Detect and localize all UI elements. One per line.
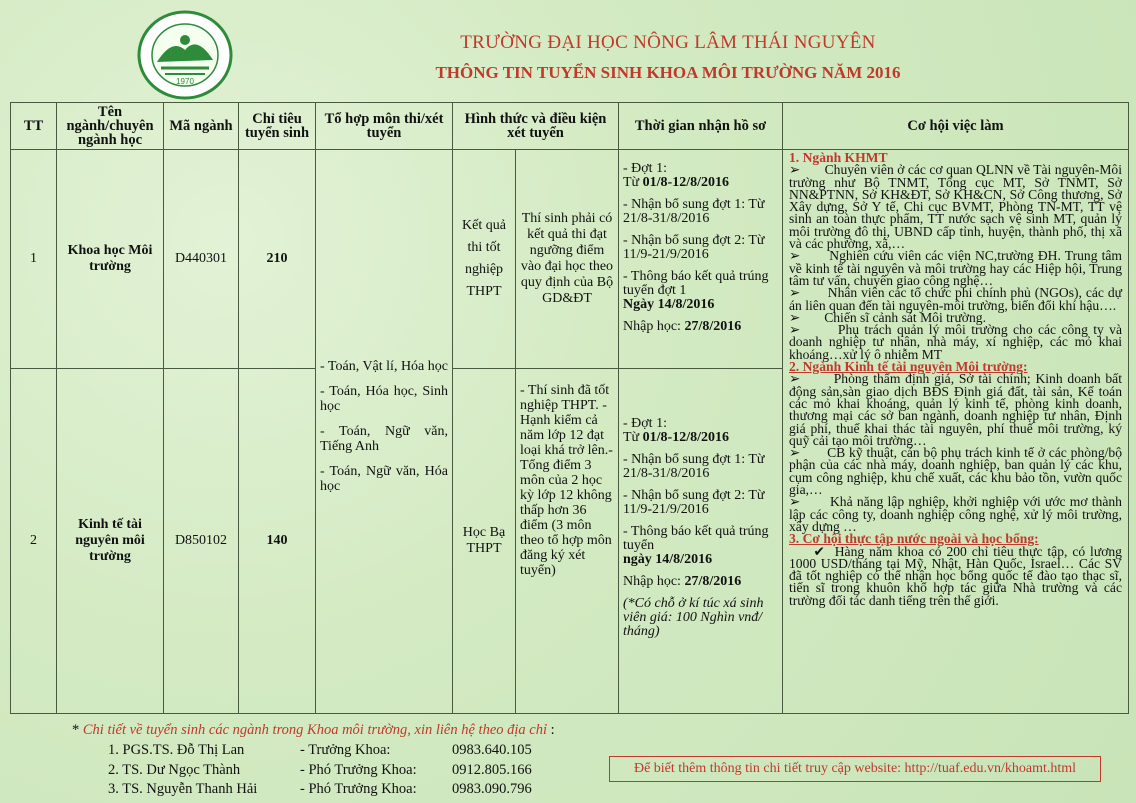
website-link[interactable]: Để biết thêm thông tin chi tiết truy cập website: http://tuaf.edu.vn/khoamt.html <box>609 756 1101 782</box>
combos-cell <box>316 150 453 714</box>
combo-item: - Toán, Hóa học, Sinh học <box>320 384 448 414</box>
school-name: TRƯỜNG ĐẠI HỌC NÔNG LÂM THÁI NGUYÊN <box>460 32 876 53</box>
row1-name: Khoa học Môi trường <box>57 150 164 369</box>
method1-condition: Thí sinh phải có kết quả thi đạt ngưỡng điểm vào đại học theo quy định của Bộ GD&ĐT <box>516 150 619 369</box>
row2-name: Kinh tế tài nguyên môi trường <box>57 369 164 714</box>
time1-r4: - Thông báo kết quả trúng tuyển đợt 1 <box>623 269 769 298</box>
header-method: Hình thức và điều kiện xét tuyển <box>453 103 619 150</box>
header-jobs: Cơ hội việc làm <box>783 103 1129 150</box>
time1-r1a: - Đợt 1: <box>623 161 667 176</box>
contact-row: 2. TS. Dư Ngọc Thành - Phó Trưởng Khoa: 0912.805.166 <box>108 761 532 778</box>
contact-list <box>108 741 532 800</box>
method2-form: Học Bạ THPT <box>453 369 516 714</box>
contact-row: 1. PGS.TS. Đỗ Thị Lan - Trưởng Khoa: 0983.640.105 <box>108 742 532 758</box>
jobs-cell: 1. Ngành KHMT ➢ Chuyên viên ở các cơ quan QLNN về Tài nguyên-Môi trường như Bộ TNMT, Tổng cục MT, Sở TNMT, Sở NN&PTNN, Sở KH&ĐT, Sở KH&CN, Sở Công thương, Sở Xây dựng, Sở Y tế, Chi cục BVMT, Phòng TN-MT, TT vệ sinh an toàn thực phẩm, TT nước sạch vệ sinh MT, quản lý môi trường đô thị, UBND cấp tỉnh, huyện, thành phố, thị xã và các phường, xã,… ➢ Nghiên cứu viên các viện NC,trường ĐH. Trung tâm về kinh tế tài nguyên và môi trường hay các Hiệp hội, Trung tâm tư vấn, chuyên giao công nghệ… ➢ Nhân viên các tổ chức phi chính phủ (NGOs), các dự án liên quan đến tài nguyên-môi trường, biến đổi khí hậu…. ➢ Chiến sĩ cảnh sát Môi trường. ➢ Phụ trách quản lý môi trường cho các công ty và doanh nghiệp tư nhân, nhà máy, xí nghiệp, các mỏ khai khoáng…xử lý ô nhiễm MT 2. Ngành Kinh tế tài nguyên Môi trường: ➢ Phòng thẩm định giá, Sở tài chính; Kinh doanh bất động sản,sàn giao dịch BĐS Định giá đất, tài sản, Kế toán các mỏ khai khoáng, quản lý kinh tế, phòng kinh doanh, thương mại các sở ban ngành, doanh nghiệp tư nhân, Định giá phí, thuế khai thác tài nguyên, phí thuế môi trường, ký quỹ cải tạo môi trường… ➢ CB kỹ thuật, cán bộ phụ trách kinh tế ở các phòng/bộ phận của các nhà máy, doanh nghiệp, ban quản lý các khu, cụm công nghiệp, khu chế xuất, các khu bảo tồn, vườn quốc gia,… ➢ Khả năng lập nghiệp, khởi nghiệp với ước mơ thành lập các công ty, doanh nghiệp công nghệ, xử lý môi trường, xây dựng … 3. Cơ hội thực tập nước ngoài và học bổng: ✔ Hàng năm khoa có 200 chỉ tiêu thực tập, có lương 1000 USD/tháng tại Mỹ, Nhật, Hàn Quốc, Israel… Các SV đã tốt nghiệp có thể nhận học bổng quốc tế đào tạo thạc sĩ, tiến sĩ trong khuôn khổ hợp tác giữa Nhà trường và các trường đối tác danh tiếng trên thế giới. <box>783 150 1129 714</box>
time2-enroll: 27/8/2016 <box>684 574 742 589</box>
page-title: THÔNG TIN TUYỂN SINH KHOA MÔI TRƯỜNG NĂM 2016 <box>435 63 901 82</box>
combo-item: - Toán, Ngữ văn, Hóa học <box>320 464 448 494</box>
table-header-row <box>11 103 1129 150</box>
row1-quota: 210 <box>239 150 316 369</box>
combo-item: - Toán, Vật lí, Hóa học <box>320 359 448 374</box>
table-row <box>11 150 1129 369</box>
jobs-section-2: 2. Ngành Kinh tế tài nguyên Môi trường: <box>789 359 1028 375</box>
method1-form: Kết quả thi tốt nghiệp THPT <box>453 150 516 369</box>
time1-r2: - Nhận bổ sung đợt 1: Từ 21/8-31/8/2016 <box>623 197 765 226</box>
row1-tt: 1 <box>11 150 57 369</box>
time2-cell: - Đợt 1: Từ 01/8-12/8/2016 - Nhận bổ sung đợt 1: Từ 21/8-31/8/2016 - Nhận bổ sung đợt 2: Từ 11/9-21/9/2016 - Thông báo kết quả trúng tuyển ngày 14/8/2016 Nhập học: 27/8/2016 (*Có chỗ ở kí túc xá sinh viên giá: 100 Nghìn vnđ/ tháng) <box>619 369 783 714</box>
combo-item: - Toán, Ngữ văn, Tiếng Anh <box>320 424 448 454</box>
university-logo <box>137 10 233 100</box>
time2-r3: - Nhận bổ sung đợt 2: Từ 11/9-21/9/2016 <box>623 488 765 517</box>
jobs-section-3: 3. Cơ hội thực tập nước ngoài và học bổng: <box>789 531 1039 547</box>
logo-year: 1970 <box>176 77 194 86</box>
jobs-section-1: 1. Ngành KHMT <box>789 150 888 165</box>
row2-code: D850102 <box>164 369 239 714</box>
header-quota: Chỉ tiêu tuyển sinh <box>239 103 316 150</box>
header-tt: TT <box>11 103 57 150</box>
time2-r2: - Nhận bổ sung đợt 1: Từ 21/8-31/8/2016 <box>623 452 765 481</box>
row1-code: D440301 <box>164 150 239 369</box>
header-time: Thời gian nhận hồ sơ <box>619 103 783 150</box>
time1-enroll: 27/8/2016 <box>684 319 742 334</box>
time1-r3: - Nhận bổ sung đợt 2: Từ 11/9-21/9/2016 <box>623 233 765 262</box>
row2-quota: 140 <box>239 369 316 714</box>
dorm-note: (*Có chỗ ở kí túc xá sinh viên giá: 100 Nghìn vnđ/ tháng) <box>623 596 764 639</box>
row2-tt: 2 <box>11 369 57 714</box>
time1-cell: - Đợt 1: Từ 01/8-12/8/2016 - Nhận bổ sung đợt 1: Từ 21/8-31/8/2016 - Nhận bổ sung đợt 2: Từ 11/9-21/9/2016 - Thông báo kết quả trúng tuyển đợt 1 Ngày 14/8/2016 Nhập học: 27/8/2016 <box>619 150 783 369</box>
admission-table <box>10 102 1129 714</box>
contact-row: 3. TS. Nguyễn Thanh Hải - Phó Trưởng Khoa: 0983.090.796 <box>108 781 532 797</box>
method2-condition: - Thí sinh đã tốt nghiệp THPT. - Hạnh kiểm cả năm lớp 12 đạt loại khá trở lên.- Tổng điểm 3 môn của 2 học kỳ lớp 12 không thấp hơn 36 điểm (3 môn theo tổ hợp môn đăng ký xét tuyển) <box>516 369 619 714</box>
header-name: Tên ngành/chuyên ngành học <box>57 103 164 150</box>
header-code: Mã ngành <box>164 103 239 150</box>
contact-note: * Chi tiết về tuyển sinh các ngành trong Khoa môi trường, xin liên hệ theo địa chỉ : <box>72 722 555 738</box>
header-combos: Tổ hợp môn thi/xét tuyển <box>316 103 453 150</box>
